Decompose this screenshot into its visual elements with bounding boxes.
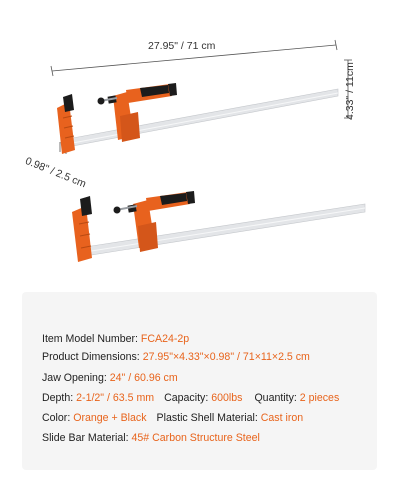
spec-model-row (42, 332, 189, 346)
spec-value: 27.95"×4.33"×0.98" / 71×11×2.5 cm (142, 351, 310, 363)
clamp-1 (57, 83, 338, 154)
spec-value: 24" / 60.96 cm (109, 372, 178, 384)
spec-label: Item Model Number: (42, 333, 141, 345)
spec-value: Cast iron (260, 412, 304, 424)
spec-label: Capacity: (164, 392, 212, 404)
spec-depth-capacity-quantity-row (42, 391, 339, 405)
spec-label: Slide Bar Material: (42, 432, 132, 444)
specifications-panel (22, 292, 377, 470)
spec-value: 600lbs (211, 392, 243, 404)
spec-color-material-row (42, 411, 303, 425)
spec-jaw-opening-row (42, 371, 178, 385)
spec-value: Orange + Black (73, 412, 147, 424)
spec-value: 2 pieces (299, 392, 340, 404)
spec-label: Plastic Shell Material: (156, 412, 261, 424)
spec-label: Depth: (42, 392, 77, 404)
clamp-2 (72, 191, 365, 262)
spec-value: 2-1/2" / 63.5 mm (76, 392, 155, 404)
spec-label: Product Dimensions: (42, 351, 143, 363)
spec-slide-bar-row (42, 431, 260, 445)
spec-label: Quantity: (254, 392, 300, 404)
spec-dimensions-row (42, 350, 310, 364)
spec-label: Color: (42, 412, 74, 424)
height-dimension-label: 4.33" / 11cm (344, 62, 356, 120)
depth-dimension-label: 0.98" / 2.5 cm (23, 155, 88, 191)
spec-value: 45# Carbon Structure Steel (131, 432, 260, 444)
spec-value: FCA24-2p (140, 333, 190, 345)
length-dimension-label: 27.95" / 71 cm (148, 40, 216, 52)
spec-label: Jaw Opening: (42, 372, 110, 384)
